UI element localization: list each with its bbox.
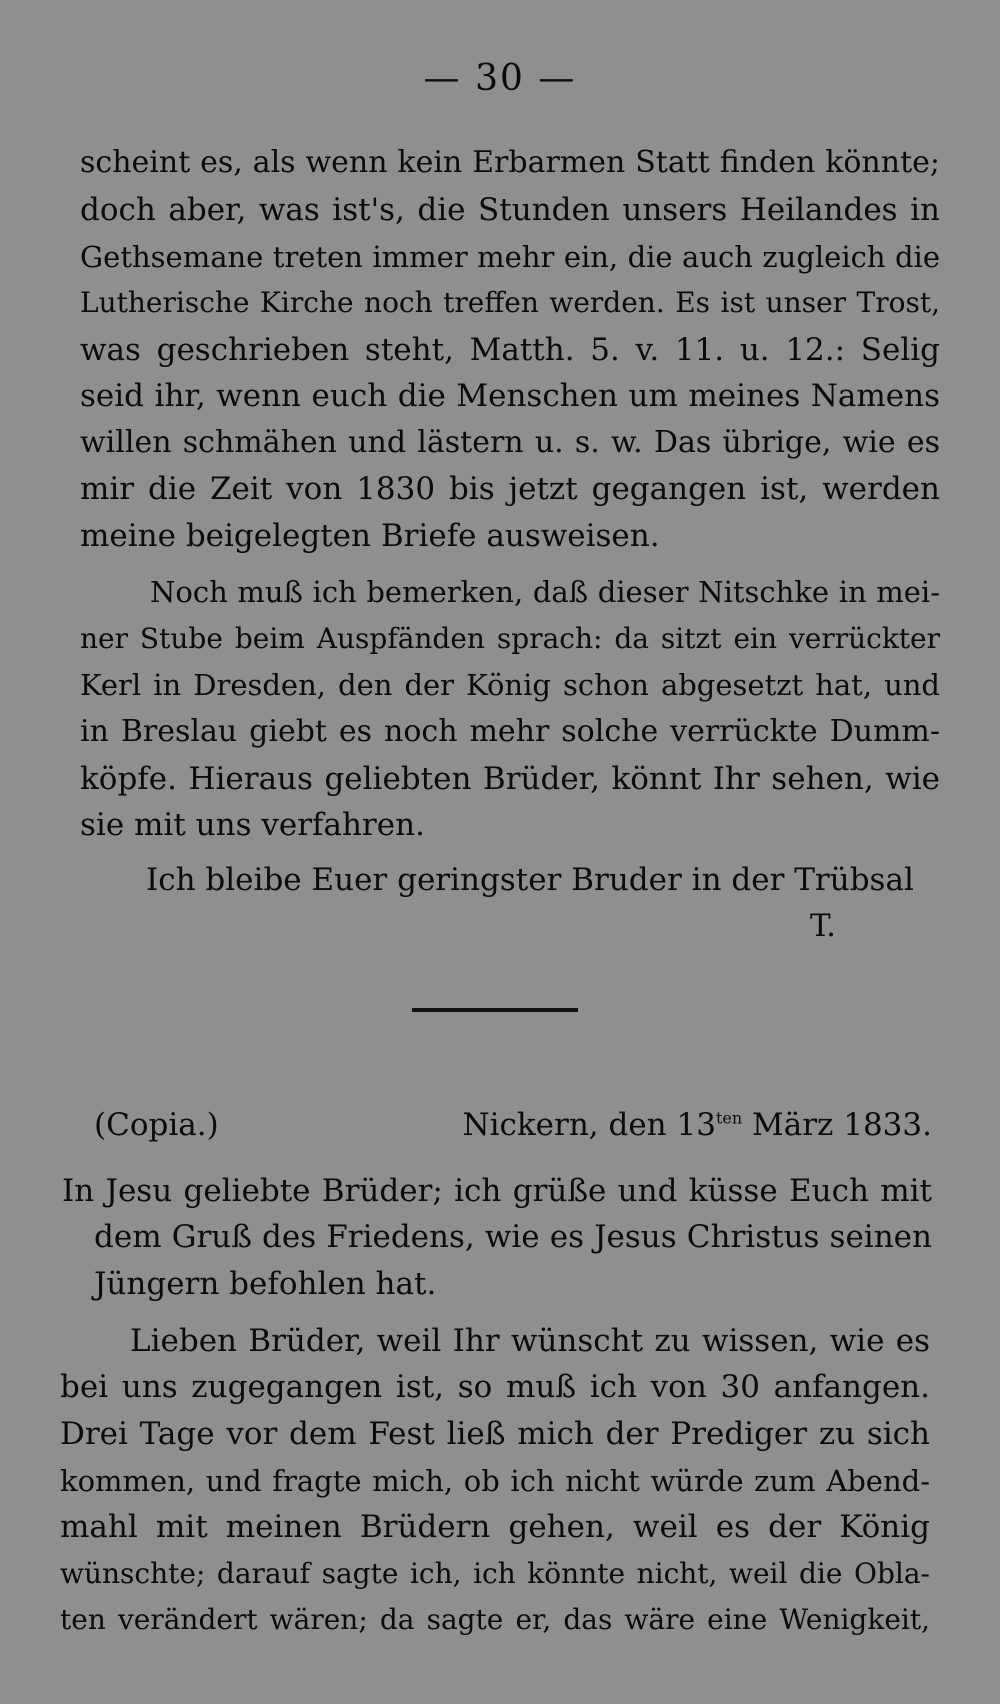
text-line: köpfe. Hieraus geliebten Brüder, könnt Ihr sehen, wie xyxy=(80,761,940,797)
signature: T. xyxy=(810,908,836,944)
text-line: in Breslau giebt es noch mehr solche verrückte Dumm- xyxy=(80,714,940,749)
text-line: Gethsemane treten immer mehr ein, die auch zugleich die xyxy=(80,240,940,274)
text-line: willen schmähen und lästern u. s. w. Das übrige, wie es xyxy=(80,425,940,460)
text-line: ten verändert wären; da sagte er, das wäre eine Wenigkeit, xyxy=(60,1603,930,1636)
text-line: mahl mit meinen Brüdern gehen, weil es der König xyxy=(60,1509,930,1545)
text-line: scheint es, als wenn kein Erbarmen Statt finden könnte; xyxy=(80,145,940,180)
text-line: kommen, und fragte mich, ob ich nicht würde zum Abend- xyxy=(60,1464,930,1498)
greeting-line: dem Gruß des Friedens, wie es Jesus Christus seinen xyxy=(94,1219,932,1255)
text-line: mir die Zeit von 1830 bis jetzt gegangen ist, werden xyxy=(80,471,940,507)
text-line: ner Stube beim Auspfänden sprach: da sitzt ein verrückter xyxy=(80,622,940,655)
page-number: — 30 — xyxy=(423,58,577,99)
text-line: Lutherische Kirche noch treffen werden. Es ist unser Trost, xyxy=(80,286,940,319)
text-line: Drei Tage vor dem Fest ließ mich der Prediger zu sich xyxy=(60,1416,930,1452)
copia-label: (Copia.) xyxy=(94,1107,219,1143)
text-line: doch aber, was ist's, die Stunden unsers Heilandes in xyxy=(80,192,940,228)
text-line: Noch muß ich bemerken, daß dieser Nitschke in mei- xyxy=(150,575,940,609)
text-line: wünschte; darauf sagte ich, ich könnte nicht, weil die Obla- xyxy=(60,1557,930,1590)
text-line: Lieben Brüder, weil Ihr wünscht zu wissen, wie es xyxy=(130,1323,930,1359)
place-date xyxy=(448,1107,932,1143)
text-line: was geschrieben steht, Matth. 5. v. 11. u. 12.: Selig xyxy=(80,332,940,368)
closing-line: Ich bleibe Euer geringster Bruder in der Trübsal xyxy=(146,862,914,898)
greeting-line: Jüngern befohlen hat. xyxy=(94,1266,437,1302)
place-date-text: Nickern, den 13 xyxy=(462,1107,716,1143)
greeting-line: In Jesu geliebte Brüder; ich grüße und küsse Euch mit xyxy=(62,1173,932,1209)
text-line: meine beigelegten Briefe ausweisen. xyxy=(80,518,660,554)
text-line: Kerl in Dresden, den der König schon abgesetzt hat, und xyxy=(80,668,940,702)
text-line: seid ihr, wenn euch die Menschen um meines Namens xyxy=(80,378,940,414)
text-line: sie mit uns verfahren. xyxy=(80,807,425,843)
date-ordinal: ten xyxy=(715,1108,743,1128)
month-year: März 1833. xyxy=(742,1107,932,1143)
text-line: bei uns zugegangen ist, so muß ich von 30 anfangen. xyxy=(60,1369,930,1405)
section-divider xyxy=(412,1008,578,1012)
